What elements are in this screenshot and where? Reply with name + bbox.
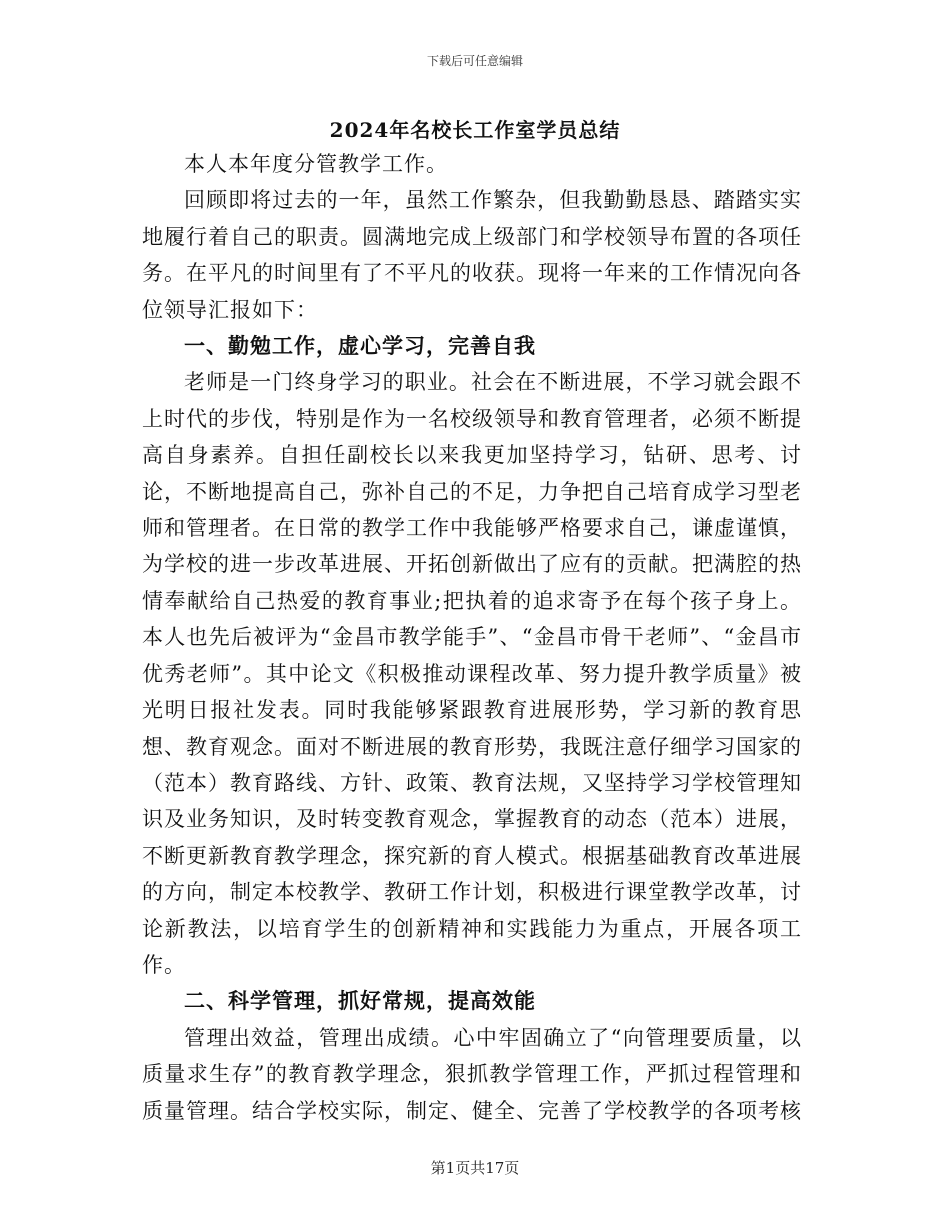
paragraph-section-1: 老师是一门终身学习的职业。社会在不断进展，不学习就会跟不上时代的步伐，特别是作为一名校级领导和教育管理者，必须不断提高自身素养。自担任副校长以来我更加坚持学习，钻研、思考、讨论，不断地提高自己，弥补自己的不足，力争把自己培育成学习型老师和管理者。在日常的教学工作中我能够严格要求自己，谦虚谨慎，为学校的进一步改革进展、开拓创新做出了应有的贡献。把满腔的热情奉献给自己热爱的教育事业;把执着的追求寄予在每个孩子身上。本人也先后被评为“金昌市教学能手”、“金昌市骨干老师”、“金昌市优秀老师”。其中论文《积极推动课程改革、努力提升教学质量》被光明日报社发表。同时我能够紧跟教育进展形势，学习新的教育思想、教育观念。面对不断进展的教育形势，我既注意仔细学习国家的（范本）教育路线、方针、政策、教育法规，又坚持学习学校管理知识及业务知识，及时转变教育观念，掌握教育的动态（范本）进展，不断更新教育教学理念，探究新的育人模式。根据基础教育改革进展的方向，制定本校教学、教研工作计划，积极进行课堂教学改革，讨论新教法，以培育学生的创新精神和实践能力为重点，开展各项工作。 xyxy=(142,370,802,977)
page-number: 第1页共17页 xyxy=(430,1159,520,1177)
paragraph-section-2: 管理出效益，管理出成绩。心中牢固确立了“向管理要质量，以质量求生存”的教育教学理念，狠抓教学管理工作，严抓过程管理和质量管理。结合学校实际，制定、健全、完善了学校教学的各项考核 xyxy=(142,1025,802,1123)
header-note: 下载后可任意编辑 xyxy=(426,54,523,68)
document-body xyxy=(142,146,802,1129)
paragraph-intro: 本人本年度分管教学工作。 xyxy=(184,152,448,176)
section-heading-1: 一、勤勉工作，虚心学习，完善自我 xyxy=(184,333,536,359)
section-heading-2: 二、科学管理，抓好常规，提高效能 xyxy=(184,988,536,1014)
document-title: 2024年名校长工作室学员总结 xyxy=(329,118,621,142)
paragraph-review: 回顾即将过去的一年，虽然工作繁杂，但我勤勤恳恳、踏踏实实地履行着自己的职责。圆满地完成上级部门和学校领导布置的各项任务。在平凡的时间里有了不平凡的收获。现将一年来的工作情况向各位领导汇报如下： xyxy=(142,188,802,322)
